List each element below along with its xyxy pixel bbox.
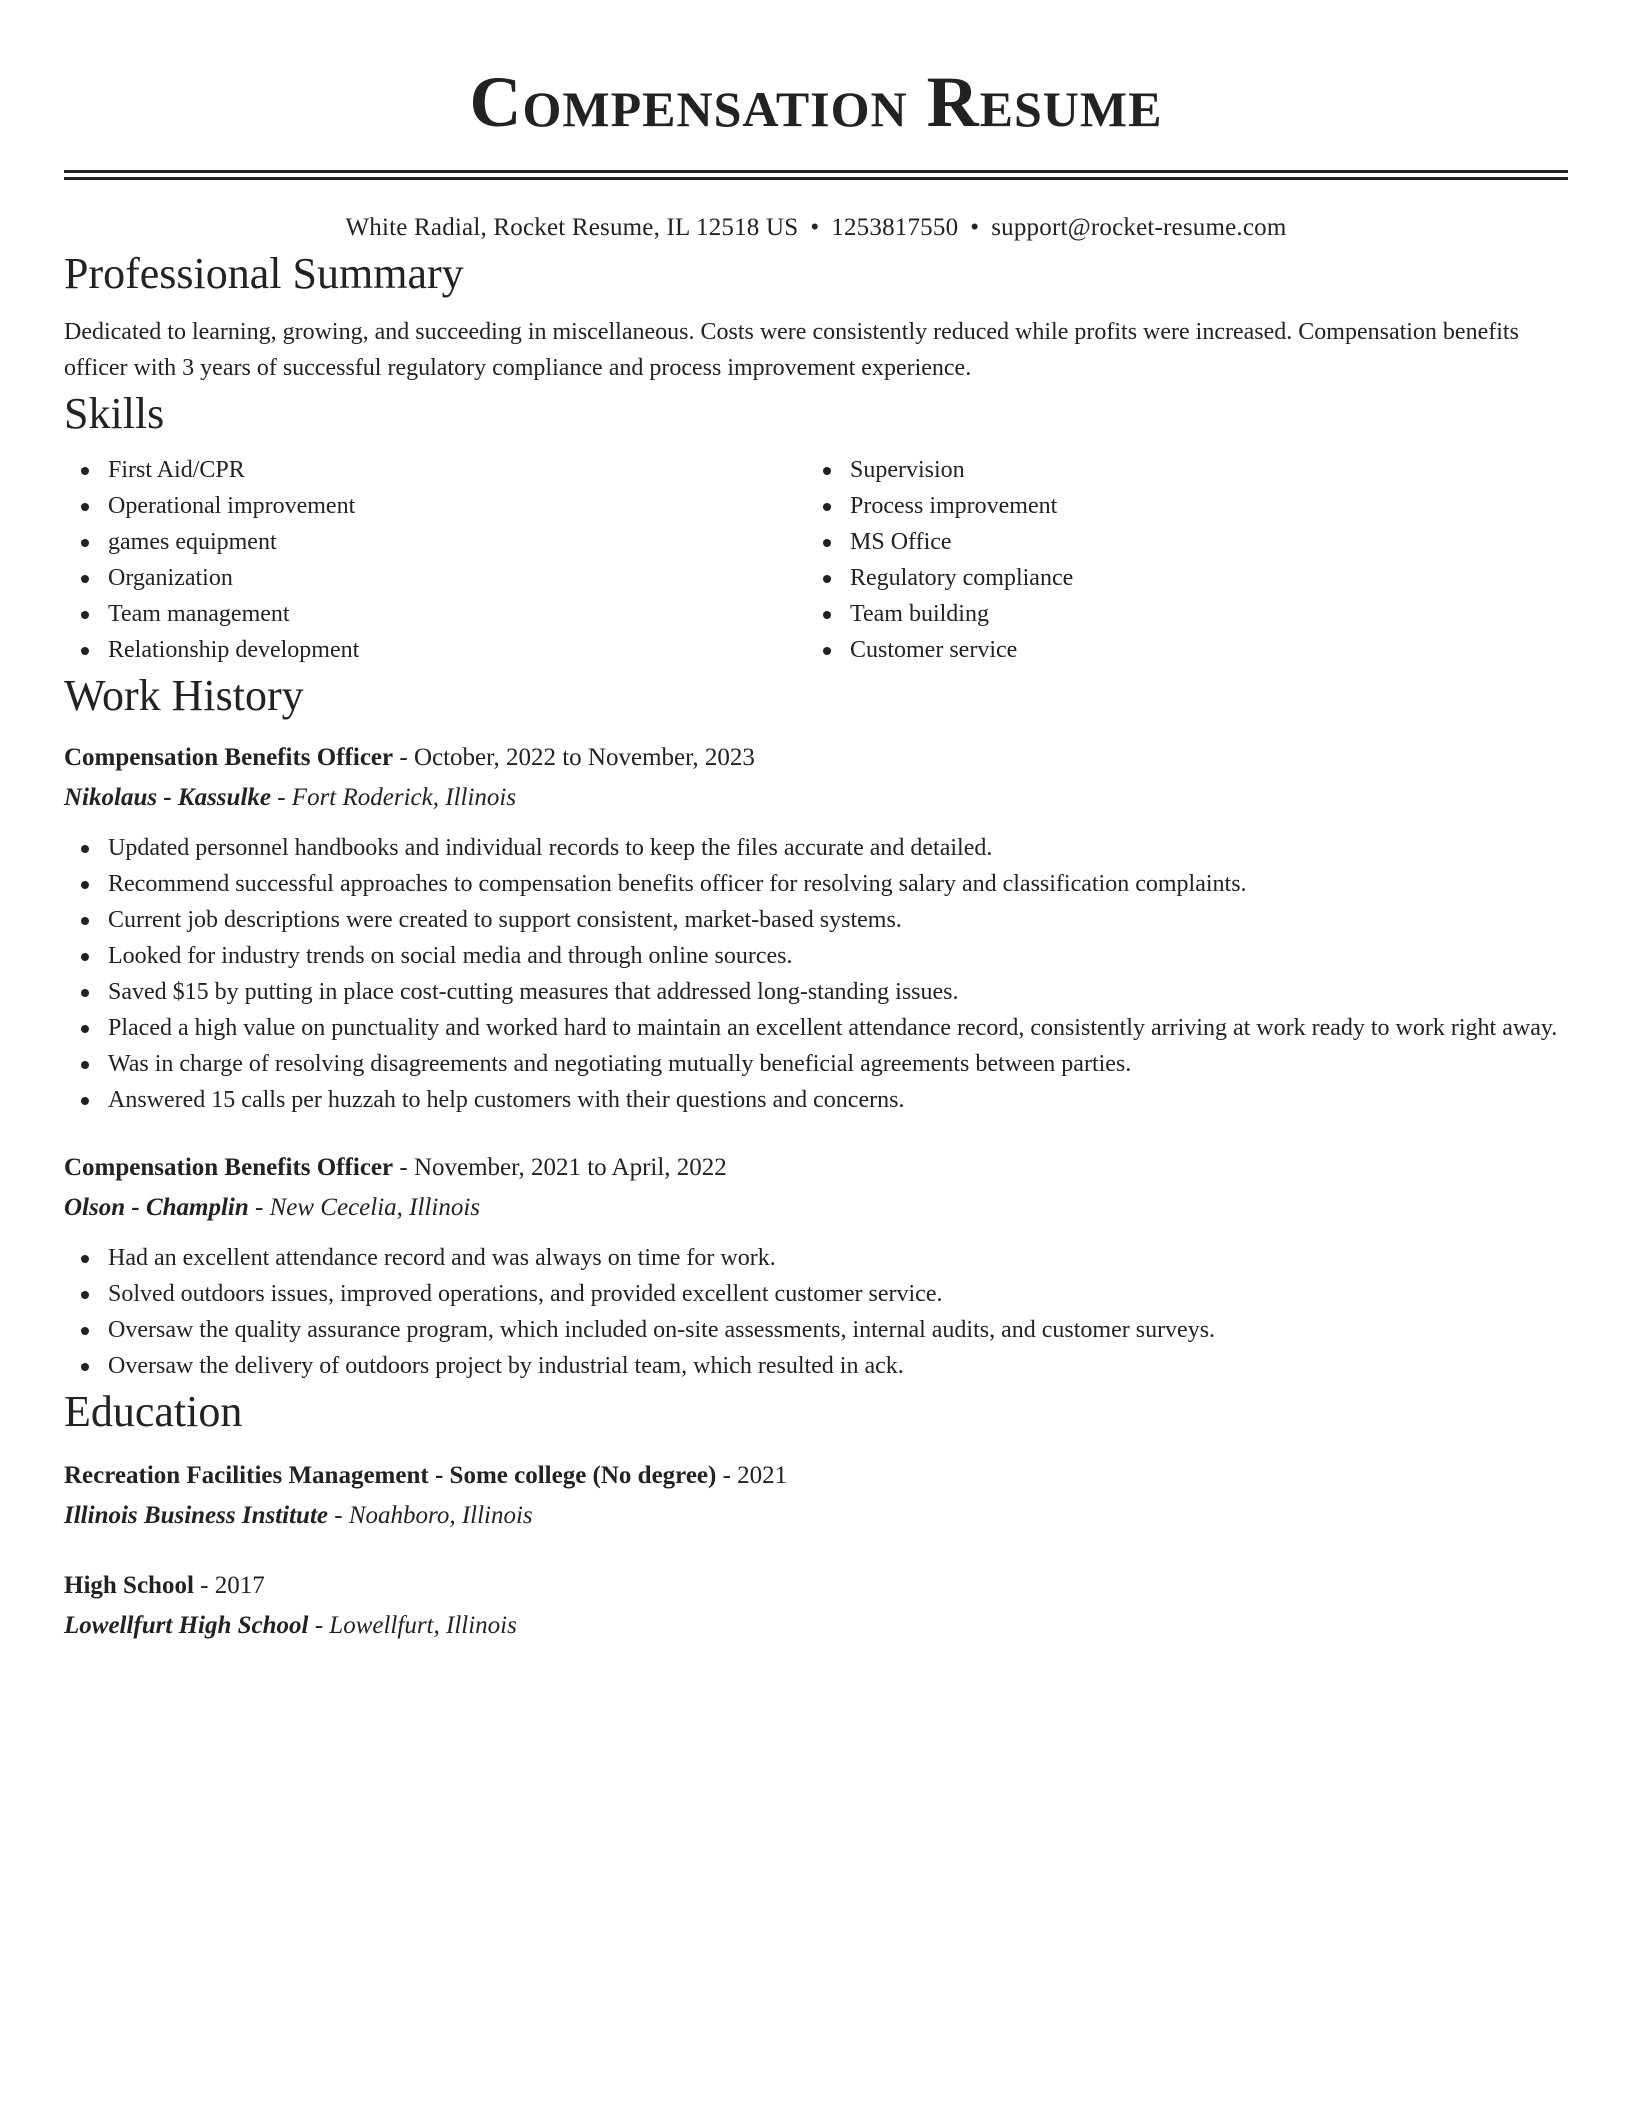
job-duty-item: Saved $15 by putting in place cost-cutting measures that addressed long-standing issues. bbox=[64, 974, 1568, 1010]
contact-phone: 1253817550 bbox=[831, 214, 959, 241]
skill-item: Operational improvement bbox=[64, 488, 806, 524]
job-title-line bbox=[64, 1148, 1568, 1188]
skill-item: Regulatory compliance bbox=[806, 560, 1548, 596]
job-dates: - November, 2021 to April, 2022 bbox=[393, 1154, 727, 1181]
job-duty-item: Current job descriptions were created to support consistent, market-based systems. bbox=[64, 902, 1568, 938]
degree-line bbox=[64, 1566, 1568, 1606]
job-duties bbox=[64, 1240, 1568, 1384]
job-duty-item: Updated personnel handbooks and individual records to keep the files accurate and detailed. bbox=[64, 830, 1568, 866]
degree-year: - 2021 bbox=[716, 1462, 788, 1489]
skill-item: Team building bbox=[806, 596, 1548, 632]
job-duty-item: Placed a high value on punctuality and worked hard to maintain an excellent attendance record, consistently arriving at work ready to work right away. bbox=[64, 1010, 1568, 1046]
summary-text: Dedicated to learning, growing, and succeeding in miscellaneous. Costs were consistently reduced while profits were increased. Compensation benefits officer with 3 years of successful regulatory compliance and process improvement experience. bbox=[64, 319, 1519, 381]
job-title: Compensation Benefits Officer bbox=[64, 1154, 394, 1181]
title-double-rule bbox=[64, 170, 1568, 180]
skill-item: Team management bbox=[64, 596, 806, 632]
skill-item: First Aid/CPR bbox=[64, 452, 806, 488]
job-entry bbox=[64, 1148, 1568, 1384]
school-name: Lowellfurt High School bbox=[64, 1612, 309, 1639]
job-title-line bbox=[64, 738, 1568, 778]
education-heading: Education bbox=[64, 1387, 243, 1436]
degree-name: Recreation Facilities Management - Some college (No degree) bbox=[64, 1462, 717, 1489]
job-dates: - October, 2022 to November, 2023 bbox=[393, 744, 755, 771]
skill-item: Supervision bbox=[806, 452, 1548, 488]
employer-location: - Fort Roderick, Illinois bbox=[270, 784, 517, 811]
school-location: - Lowellfurt, Illinois bbox=[308, 1612, 517, 1639]
job-duty-item: Was in charge of resolving disagreements and negotiating mutually beneficial agreements between parties. bbox=[64, 1046, 1568, 1082]
contact-line bbox=[64, 210, 1568, 246]
skills-heading: Skills bbox=[64, 389, 165, 438]
employer-name: Nikolaus - Kassulke bbox=[64, 784, 271, 811]
degree-name: High School bbox=[64, 1572, 194, 1599]
job-duty-item: Oversaw the quality assurance program, which included on-site assessments, internal audits, and customer surveys. bbox=[64, 1312, 1568, 1348]
job-entry bbox=[64, 738, 1568, 1118]
school-location: - Noahboro, Illinois bbox=[328, 1502, 533, 1529]
contact-separator: • bbox=[970, 214, 980, 241]
summary-heading: Professional Summary bbox=[64, 249, 464, 298]
employer-name: Olson - Champlin bbox=[64, 1194, 249, 1221]
job-duty-item: Had an excellent attendance record and was always on time for work. bbox=[64, 1240, 1568, 1276]
contact-address: White Radial, Rocket Resume, IL 12518 US bbox=[345, 214, 799, 241]
skill-item: games equipment bbox=[64, 524, 806, 560]
contact-email: support@rocket-resume.com bbox=[991, 214, 1287, 241]
skill-item: Process improvement bbox=[806, 488, 1548, 524]
skill-item: MS Office bbox=[806, 524, 1548, 560]
contact-separator: • bbox=[810, 214, 820, 241]
education-entry bbox=[64, 1566, 1568, 1646]
skill-item: Customer service bbox=[806, 632, 1548, 668]
work-history-heading: Work History bbox=[64, 671, 304, 720]
school-line bbox=[64, 1606, 1568, 1646]
job-duty-item: Looked for industry trends on social media and through online sources. bbox=[64, 938, 1568, 974]
resume-title: Compensation Resume bbox=[469, 62, 1163, 142]
skills-column-left bbox=[64, 452, 806, 668]
skills-list bbox=[64, 452, 1568, 668]
skills-column-right bbox=[806, 452, 1548, 668]
school-name: Illinois Business Institute bbox=[64, 1502, 329, 1529]
job-duty-item: Solved outdoors issues, improved operations, and provided excellent customer service. bbox=[64, 1276, 1568, 1312]
job-duty-item: Recommend successful approaches to compensation benefits officer for resolving salary and classification complaints. bbox=[64, 866, 1568, 902]
skill-item: Relationship development bbox=[64, 632, 806, 668]
skill-item: Organization bbox=[64, 560, 806, 596]
job-duty-item: Answered 15 calls per huzzah to help customers with their questions and concerns. bbox=[64, 1082, 1568, 1118]
employer-line bbox=[64, 1188, 1568, 1228]
job-title: Compensation Benefits Officer bbox=[64, 744, 394, 771]
job-duty-item: Oversaw the delivery of outdoors project by industrial team, which resulted in ack. bbox=[64, 1348, 1568, 1384]
degree-year: - 2017 bbox=[193, 1572, 265, 1599]
school-line bbox=[64, 1496, 1568, 1536]
education-entry bbox=[64, 1456, 1568, 1536]
employer-location: - New Cecelia, Illinois bbox=[248, 1194, 480, 1221]
job-duties bbox=[64, 830, 1568, 1118]
employer-line bbox=[64, 778, 1568, 818]
degree-line bbox=[64, 1456, 1568, 1496]
